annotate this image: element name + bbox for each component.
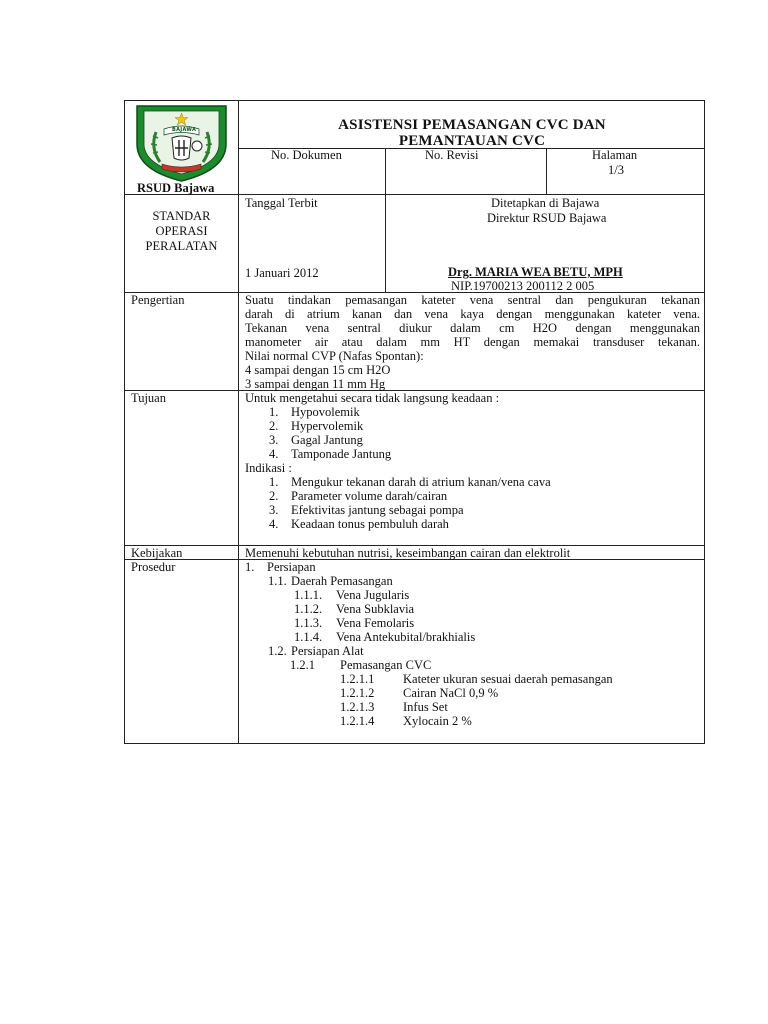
no-revisi-label: No. Revisi (425, 148, 479, 162)
list-number: 1. (269, 405, 279, 419)
prosedur-number: 1.1.4. (294, 630, 323, 644)
prosedur-item: Vena Jugularis (336, 588, 410, 602)
hospital-name: RSUD Bajawa (137, 181, 215, 195)
direktur-text: Direktur RSUD Bajawa (487, 211, 607, 225)
pengertian-line: darah di atrium kanan dan vena kaya dengan menggunakan kateter vena. (245, 307, 700, 321)
tujuan-label: Tujuan (131, 391, 166, 405)
prosedur-heading: Daerah Pemasangan (291, 574, 393, 588)
prosedur-number: 1. (245, 560, 255, 574)
pengertian-line: manometer air atau dalam mm HT dengan memakai transduser tekanan. (245, 335, 700, 349)
prosedur-item: Kateter ukuran sesuai daerah pemasangan (403, 672, 613, 686)
tujuan-intro: Untuk mengetahui secara tidak langsung keadaan : (245, 391, 500, 405)
prosedur-number: 1.2.1 (290, 658, 315, 672)
tanggal-terbit-label: Tanggal Terbit (245, 196, 318, 210)
signer-name: Drg. MARIA WEA BETU, MPH (448, 265, 623, 279)
prosedur-item: Vena Antekubital/brakhialis (336, 630, 476, 644)
ditetapkan-text: Ditetapkan di Bajawa (491, 196, 600, 210)
prosedur-number: 1.2. (268, 644, 287, 658)
list-number: 1. (269, 475, 279, 489)
list-item: Gagal Jantung (291, 433, 363, 447)
list-item: Tamponade Jantung (291, 447, 392, 461)
list-number: 4. (269, 447, 279, 461)
no-dokumen-label: No. Dokumen (271, 148, 342, 162)
prosedur-item: Vena Subklavia (336, 602, 415, 616)
halaman-label: Halaman (592, 148, 638, 162)
pengertian-label: Pengertian (131, 293, 185, 307)
list-number: 4. (269, 517, 279, 531)
pengertian-line: 4 sampai dengan 15 cm H2O (245, 363, 391, 377)
list-number: 2. (269, 419, 279, 433)
indikasi-label: Indikasi : (245, 461, 292, 475)
title-line-2: PEMANTAUAN CVC (398, 133, 546, 149)
prosedur-number: 1.1.2. (294, 602, 323, 616)
prosedur-number: 1.1.3. (294, 616, 323, 630)
halaman-value: 1/3 (608, 163, 624, 177)
pengertian-text (245, 293, 700, 391)
list-item: Efektivitas jantung sebagai pompa (291, 503, 464, 517)
list-number: 2. (269, 489, 279, 503)
prosedur-item: Xylocain 2 % (403, 714, 472, 728)
pengertian-line: Nilai normal CVP (Nafas Spontan): (245, 349, 424, 363)
prosedur-number: 1.2.1.4 (340, 714, 375, 728)
kebijakan-text: Memenuhi kebutuhan nutrisi, keseimbangan cairan dan elektrolit (245, 546, 571, 560)
prosedur-heading: Pemasangan CVC (340, 658, 432, 672)
list-item: Hypovolemik (291, 405, 360, 419)
prosedur-heading: Persiapan (267, 560, 316, 574)
kebijakan-label: Kebijakan (131, 546, 183, 560)
list-item: Hypervolemik (291, 419, 364, 433)
sop-type-line-3: PERALATAN (145, 239, 218, 253)
list-number: 3. (269, 503, 279, 517)
pengertian-line: Tekanan vena sentral diukur dalam cm H2O dengan menggunakan (245, 321, 700, 335)
prosedur-number: 1.2.1.3 (340, 700, 375, 714)
list-item: Parameter volume darah/cairan (291, 489, 448, 503)
sop-type-line-2: OPERASI (155, 224, 208, 238)
list-number: 3. (269, 433, 279, 447)
title-line-1: ASISTENSI PEMASANGAN CVC DAN (338, 117, 606, 133)
prosedur-heading: Persiapan Alat (291, 644, 364, 658)
prosedur-label: Prosedur (131, 560, 176, 574)
hospital-logo (134, 104, 229, 182)
sop-type (125, 209, 238, 254)
logo-ribbon-text: BAJAWA (172, 126, 197, 133)
document-title (239, 117, 705, 149)
list-item: Mengukur tekanan darah di atrium kanan/vena cava (291, 475, 551, 489)
prosedur-item: Cairan NaCl 0,9 % (403, 686, 499, 700)
pengertian-line: 3 sampai dengan 11 mm Hg (245, 377, 386, 391)
tanggal-terbit-value: 1 Januari 2012 (245, 266, 319, 280)
prosedur-number: 1.2.1.2 (340, 686, 375, 700)
signer-nip: NIP.19700213 200112 2 005 (451, 279, 595, 293)
list-item: Keadaan tonus pembuluh darah (291, 517, 449, 531)
prosedur-item: Vena Femolaris (336, 616, 415, 630)
prosedur-number: 1.1. (268, 574, 287, 588)
prosedur-item: Infus Set (403, 700, 448, 714)
sop-type-line-1: STANDAR (152, 209, 211, 223)
prosedur-number: 1.1.1. (294, 588, 323, 602)
prosedur-number: 1.2.1.1 (340, 672, 375, 686)
pengertian-line: Suatu tindakan pemasangan kateter vena sentral dan pengukuran tekanan (245, 293, 700, 307)
